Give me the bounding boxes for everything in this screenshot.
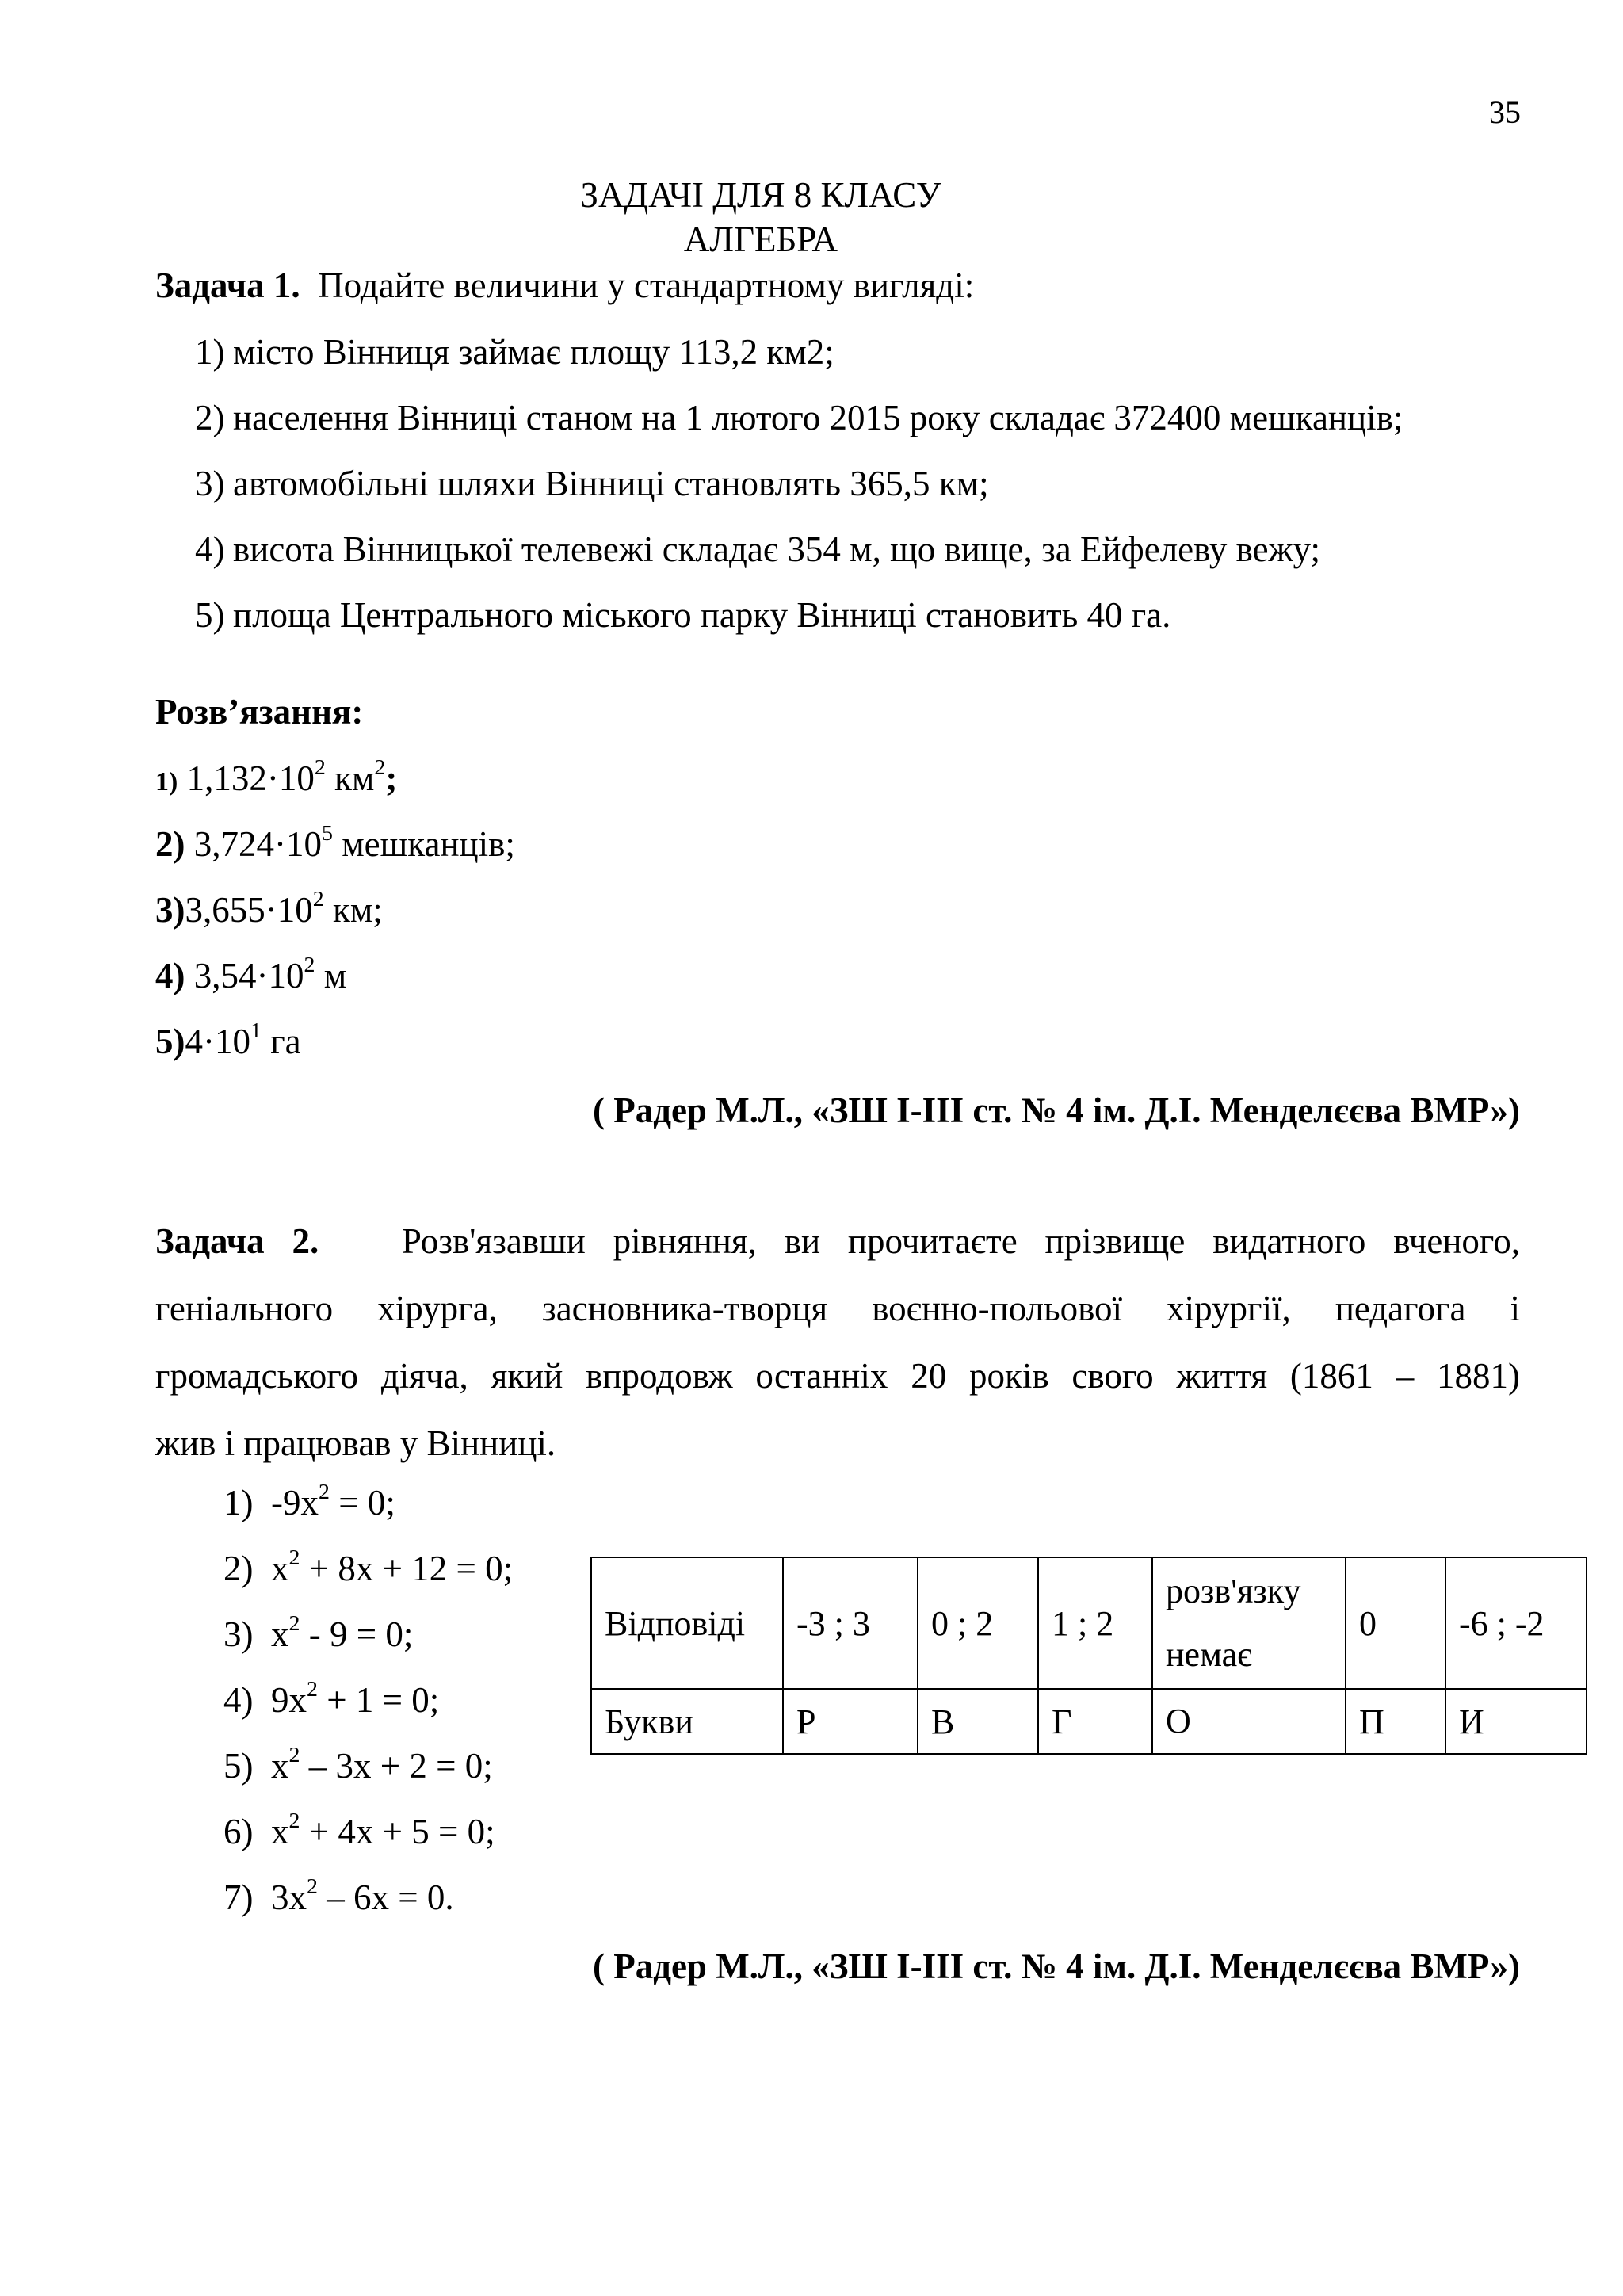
solution-line	[155, 953, 347, 995]
letter-cell: Г	[1038, 1689, 1152, 1754]
solution-exponent: 1	[250, 1018, 262, 1044]
equation	[223, 1743, 493, 1786]
task2-paragraph	[155, 1208, 1520, 1477]
solution-line	[155, 755, 398, 798]
equation	[223, 1874, 454, 1917]
solution-number: 3)	[155, 890, 185, 930]
answer-cell: 0 ; 2	[918, 1557, 1038, 1689]
task1-heading	[155, 268, 974, 304]
item-number: 1)	[195, 332, 225, 372]
paragraph-line: жив і працював у Вінниці.	[155, 1423, 556, 1463]
task2-attribution: ( Радер М.Л., «ЗШ I-III ст. № 4 ім. Д.І. Менделєєва ВМР»)	[592, 1946, 1520, 1986]
item-number: 5)	[195, 595, 225, 635]
solution-tail: ;	[385, 758, 398, 798]
table-header-cell: Букви	[591, 1689, 783, 1754]
answer-cell: -3 ; 3	[783, 1557, 918, 1689]
equation-rest: – 6x = 0.	[317, 1878, 454, 1917]
letter-cell: В	[918, 1689, 1038, 1754]
equation-number: 5)	[223, 1746, 254, 1786]
solution-number: 4)	[155, 956, 185, 995]
solution-mantissa: 3,54·10	[185, 956, 304, 995]
solution-number: 1)	[155, 767, 178, 797]
equation-exponent: 2	[319, 1480, 330, 1505]
solution-exponent: 2	[312, 887, 324, 912]
letter-cell: И	[1445, 1689, 1587, 1754]
solution-exponent: 2	[314, 755, 326, 781]
task1-item	[195, 466, 989, 502]
paragraph-line	[155, 1208, 1520, 1275]
equation-rest: = 0;	[329, 1483, 395, 1522]
equation-rest: + 4x + 5 = 0;	[300, 1812, 495, 1851]
equation-number: 3)	[223, 1614, 254, 1654]
equation-rest: – 3x + 2 = 0;	[300, 1746, 493, 1786]
equation-lhs: x	[271, 1549, 289, 1588]
letter-cell: Р	[783, 1689, 918, 1754]
equation-number: 6)	[223, 1812, 254, 1851]
equation-exponent: 2	[288, 1545, 300, 1571]
task1-label: Задача 1.	[155, 266, 300, 305]
solution-unit: мешканців;	[332, 824, 515, 864]
letters-row	[591, 1689, 1587, 1754]
paragraph-line: громадського діяча, який впродовж останніх 20 років свого життя (1861 – 1881)	[155, 1356, 1520, 1396]
equation-lhs: x	[271, 1614, 289, 1654]
equation-number: 7)	[223, 1878, 254, 1917]
solution-unit: м	[315, 956, 347, 995]
answers-row	[591, 1557, 1587, 1689]
page-number: 35	[1489, 94, 1521, 130]
equation-exponent: 2	[307, 1874, 318, 1900]
solution-mantissa: 1,132·10	[186, 758, 315, 798]
equation-lhs: 3x	[271, 1878, 307, 1917]
letter-cell: П	[1346, 1689, 1445, 1754]
item-text: автомобільні шляхи Вінниці становлять 365,5 км;	[233, 464, 989, 503]
equation	[223, 1809, 495, 1851]
item-number: 3)	[195, 464, 225, 503]
task1-prompt: Подайте величини у стандартному вигляді:	[318, 266, 975, 305]
equation-lhs: x	[271, 1812, 289, 1851]
table-header-cell: Відповіді	[591, 1557, 783, 1689]
item-text: населення Вінниці станом на 1 лютого 2015 року складає 372400 мешканців;	[233, 398, 1403, 437]
equation-rest: + 8x + 12 = 0;	[300, 1549, 514, 1588]
solution-heading-text: Розв’язання:	[155, 692, 364, 732]
letter-cell: О	[1152, 1689, 1346, 1754]
equation	[223, 1480, 395, 1522]
section-subtitle: АЛГЕБРА	[683, 220, 838, 259]
equation-rest: - 9 = 0;	[300, 1614, 414, 1654]
solution-exponent: 2	[304, 953, 315, 978]
answer-cell: 0	[1346, 1557, 1445, 1689]
item-number: 4)	[195, 529, 225, 569]
solution-line	[155, 887, 383, 930]
equation-lhs: 9x	[271, 1680, 307, 1720]
task1-attribution: ( Радер М.Л., «ЗШ I-III ст. № 4 ім. Д.І. Менделєєва ВМР»)	[592, 1091, 1520, 1130]
solution-number: 2)	[155, 824, 185, 864]
equation	[223, 1545, 514, 1588]
equation	[223, 1677, 440, 1720]
equation-exponent: 2	[288, 1809, 300, 1834]
equation-lhs: -9x	[271, 1483, 319, 1522]
task1-item	[195, 400, 1403, 436]
item-text: місто Вінниця займає площу 113,2 км2;	[233, 332, 834, 372]
paragraph-line: геніального хірурга, засновника-творця воєнно-польової хірургії, педагога і	[155, 1289, 1520, 1328]
equation-number: 4)	[223, 1680, 254, 1720]
equation-exponent: 2	[288, 1611, 300, 1637]
equation-number: 1)	[223, 1483, 254, 1522]
answer-cell: 1 ; 2	[1038, 1557, 1152, 1689]
equation-rest: + 1 = 0;	[317, 1680, 440, 1720]
equation-exponent: 2	[307, 1677, 318, 1702]
solution-mantissa: 3,655·10	[185, 890, 313, 930]
task1-item	[195, 334, 834, 370]
answer-cell: -6 ; -2	[1445, 1557, 1587, 1689]
item-text: площа Центрального міського парку Вінниці становить 40 га.	[233, 595, 1171, 635]
answer-letter-table	[590, 1557, 1587, 1755]
task2-label: Задача 2.	[155, 1221, 319, 1261]
item-text: висота Вінницької телевежі складає 354 м, що вище, за Ейфелеву вежу;	[233, 529, 1321, 569]
answer-cell: розв'язку немає	[1152, 1557, 1346, 1689]
solution-mantissa: 4·10	[185, 1022, 250, 1061]
equation-number: 2)	[223, 1549, 254, 1588]
unit-exponent: 2	[374, 755, 386, 781]
equation	[223, 1611, 414, 1654]
solution-unit: км	[325, 758, 375, 798]
solution-number: 5)	[155, 1022, 185, 1061]
solution-exponent: 5	[322, 821, 333, 846]
solution-unit: га	[261, 1022, 301, 1061]
task1-item	[195, 529, 1321, 569]
solution-mantissa: 3,724·10	[185, 824, 322, 864]
task2-line-1: Розв'язавши рівняння, ви прочитаєте прізвище видатного вченого,	[401, 1221, 1521, 1261]
task1-item	[195, 595, 1171, 635]
section-title: ЗАДАЧІ ДЛЯ 8 КЛАСУ	[580, 175, 941, 215]
solution-heading	[155, 694, 363, 730]
solution-line	[155, 1018, 301, 1061]
equation-lhs: x	[271, 1746, 289, 1786]
solution-unit: км;	[323, 890, 383, 930]
solution-line	[155, 821, 515, 864]
item-number: 2)	[195, 398, 225, 437]
equation-exponent: 2	[288, 1743, 300, 1768]
